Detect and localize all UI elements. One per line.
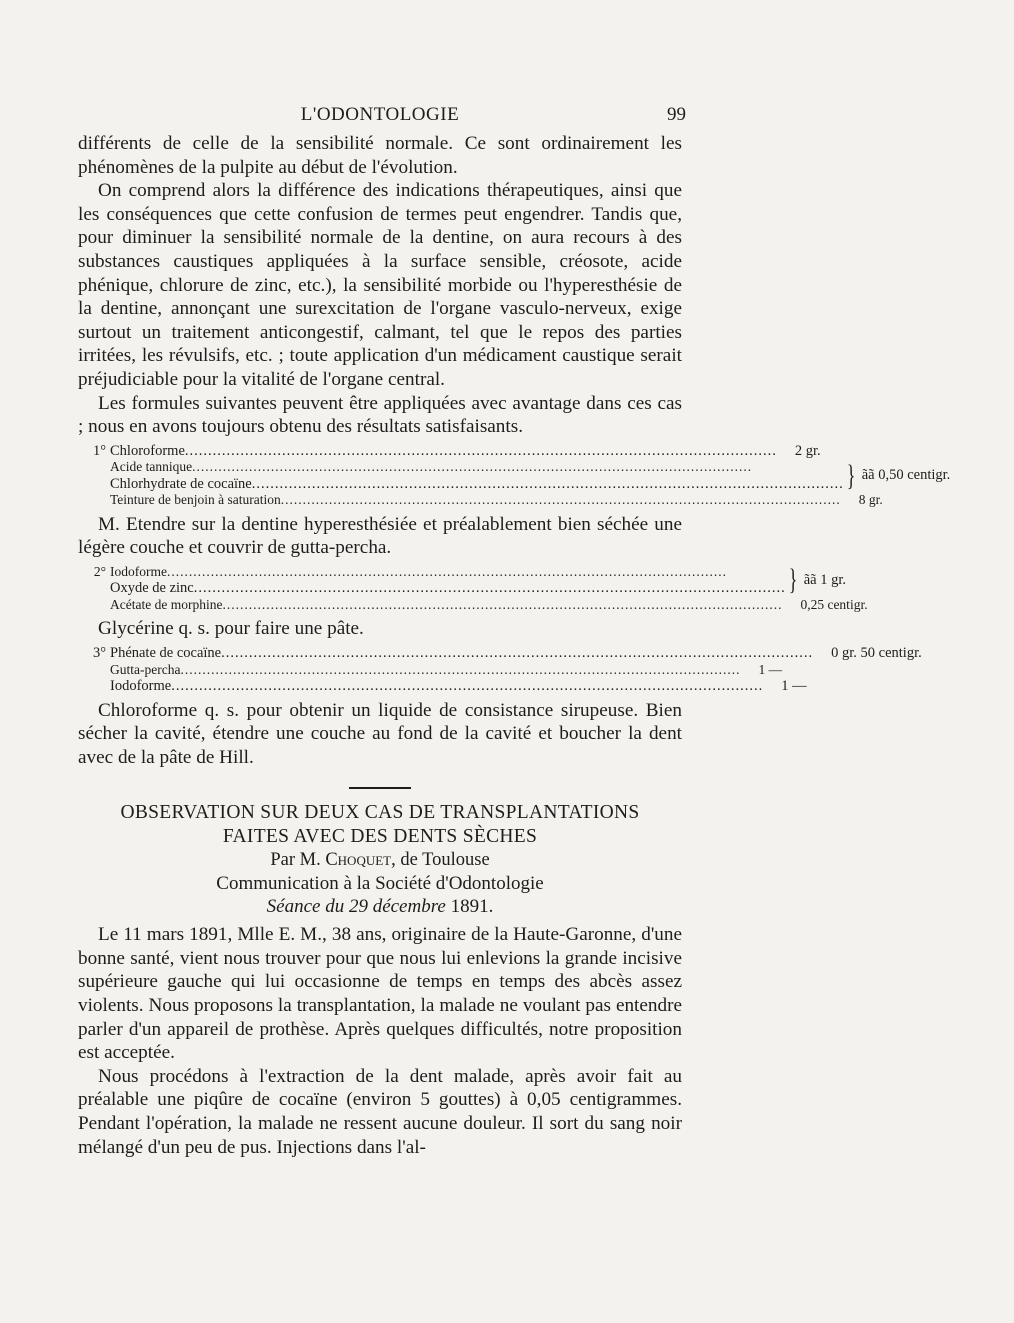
formula-row [78, 492, 883, 509]
communication-line: Communication à la Société d'Odontologie [216, 873, 544, 895]
leader-dots [192, 459, 844, 476]
ingredient-name: Chloroforme [110, 442, 185, 459]
formula-number: 2° [93, 563, 106, 579]
ingredient-name: Iodoforme [110, 678, 172, 694]
formula-row [78, 678, 807, 695]
brace: } [788, 563, 798, 597]
article-author [78, 849, 682, 872]
ingredient-quantity: 8 gr. [858, 492, 883, 508]
seance-label: Séance du 29 décembre [266, 896, 446, 918]
page [78, 104, 951, 1159]
paragraph: Les formules suivantes peuvent être appliquées avec avantage dans ces cas ; nous en avons toujours obtenu des résultats satisfaisants. [78, 392, 682, 438]
ingredient-name: Teinture de benjoin à saturation [110, 492, 281, 508]
author-name: Choquet [325, 850, 392, 871]
article-title-line: FAITES AVEC DES DENTS SÈCHES [222, 826, 538, 848]
leader-dots [185, 443, 777, 460]
leader-dots [194, 580, 786, 597]
ingredient-name: Iodoforme [110, 563, 167, 579]
formula-number: 3° [92, 645, 106, 661]
ingredient-quantity: 0,25 centigr. [800, 596, 868, 612]
ingredient-quantity: 1 — [781, 678, 807, 694]
article-title [78, 801, 682, 849]
ingredient-quantity: ãã 0,50 centigr. [861, 467, 951, 484]
seance-line [78, 895, 682, 919]
paragraph: différents de celle de la sensibilité normale. Ce sont ordinairement les phénomènes de la pulpite au début de l'évolution. [78, 133, 682, 178]
author-suffix: , de Toulouse [391, 850, 490, 871]
ingredient-quantity: 0 gr. 50 centigr. [831, 645, 922, 661]
ingredient-name: Gutta-percha [110, 661, 181, 677]
section-divider [349, 787, 411, 789]
formula-row [78, 645, 922, 662]
page-header [78, 104, 686, 132]
formula-row [78, 580, 786, 597]
formula-brace-group [78, 458, 951, 492]
running-title: L'ODONTOLOGIE [300, 104, 460, 125]
leader-dots [221, 645, 813, 662]
paragraph: Le 11 mars 1891, Mlle E. M., 38 ans, originaire de la Haute-Garonne, d'une bonne santé, vient nous trouver pour que nous lui enlevions la grande incisive supérieure gauche qui lui occasionne de temps en temps des abcès assez violents. Nous proposons la transplantation, la malade ne voulant pas entendre parler d'un appareil de prothèse. Après quelques difficultés, notre proposition est acceptée. [78, 924, 682, 1064]
brace: } [846, 458, 856, 492]
formula-row [78, 661, 783, 679]
paragraph: Nous procédons à l'extraction de la dent malade, après avoir fait au préalable une piqûre de cocaïne (environ 5 gouttes) à 0,05 centigrammes. Pendant l'opération, la malade ne ressent aucune douleur. Il sort du sang noir mélangé d'un peu de pus. Injections dans l'al- [78, 1065, 682, 1158]
formula-row [78, 564, 786, 581]
formula-3 [78, 645, 922, 695]
formula-row [78, 596, 868, 614]
formula-brace-group [78, 563, 847, 597]
leader-dots [167, 564, 786, 581]
ingredient-name: Chlorhydrate de cocaïne [110, 475, 252, 492]
ingredient-quantity: 2 gr. [794, 442, 821, 459]
article-title-line: OBSERVATION SUR DEUX CAS DE TRANSPLANTATIONS [120, 802, 640, 824]
formula-1 [78, 442, 951, 509]
seance-year: 1891. [450, 896, 494, 918]
ingredient-name: Acide tannique [110, 459, 193, 475]
leader-dots [180, 662, 740, 679]
instruction: Glycérine q. s. pour faire une pâte. [98, 618, 364, 640]
ingredient-quantity: ãã 1 gr. [803, 572, 847, 589]
formula-row [78, 442, 821, 460]
formula-row [78, 459, 844, 476]
formula-row [78, 476, 844, 493]
leader-dots [171, 678, 763, 695]
page-number: 99 [667, 104, 686, 125]
author-prefix: Par M. [270, 850, 321, 871]
ingredient-name: Acétate de morphine [110, 596, 223, 612]
ingredient-quantity: 1 — [758, 661, 783, 677]
leader-dots [222, 597, 782, 614]
formula-number: 1° [92, 442, 106, 459]
leader-dots [281, 492, 841, 509]
leader-dots [252, 476, 844, 493]
ingredient-name: Oxyde de zinc [110, 580, 194, 597]
paragraph: On comprend alors la différence des indications thérapeutiques, ainsi que les conséquences que cette confusion de termes peut engendrer. Tandis que, pour diminuer la sensibilité normale de la dentine, on aura recours à des substances caustiques appliquées à la surface sensible, créosote, acide phénique, chlorure de zinc, etc.), la sensibilité morbide ou l'hyperesthésie de la dentine, annonçant une surexcitation de l'organe vasculo-nerveux, exige surtout un traitement anticongestif, calmant, tel que le repos des parties irritées, les révulsifs, etc. ; toute application d'un médicament caustique serait préjudiciable pour la vitalité de l'organe central. [78, 180, 682, 390]
formula-2 [78, 563, 868, 614]
ingredient-name: Phénate de cocaïne [110, 645, 222, 661]
instruction: M. Etendre sur la dentine hyperesthésiée et préalablement bien séchée une légère couche et couvrir de gutta-percha. [78, 513, 682, 559]
instruction: Chloroforme q. s. pour obtenir un liquide de consistance sirupeuse. Bien sécher la cavité, étendre une couche au fond de la cavité et boucher la dent avec de la pâte de Hill. [78, 699, 682, 768]
